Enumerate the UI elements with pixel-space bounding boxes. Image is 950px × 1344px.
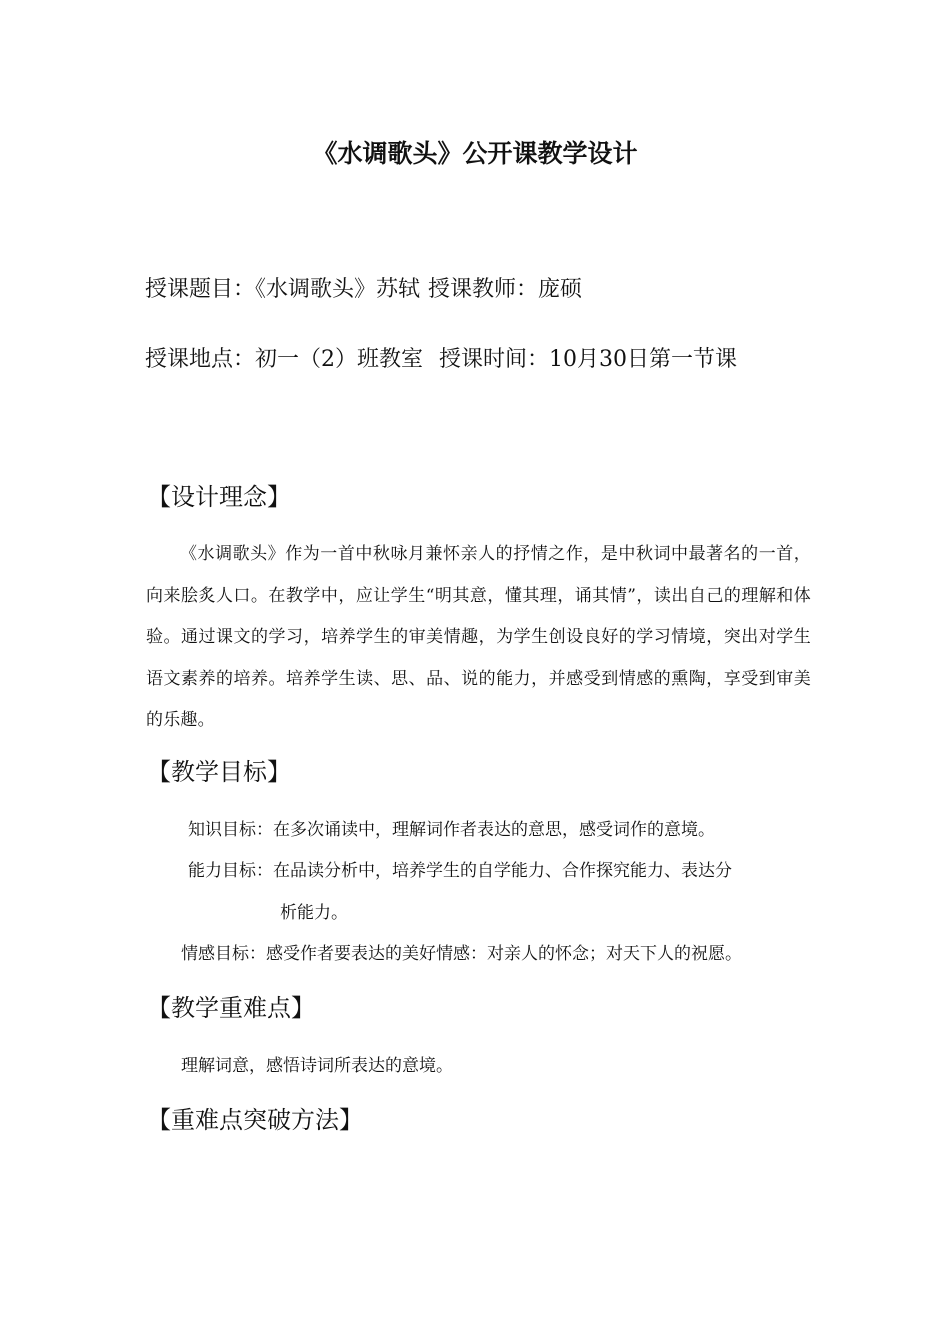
key-points-text: 理解词意，感悟诗词所表达的意境。 [181, 1056, 453, 1076]
time-label: 授课时间： [439, 347, 550, 372]
place-label: 授课地点： [145, 347, 256, 372]
teacher-label: 授课教师： [428, 277, 539, 302]
section-heading-key-points: 【教学重难点】 [147, 994, 315, 1022]
section-heading-teaching-goals: 【教学目标】 [147, 758, 291, 786]
design-concept-paragraph: 《水调歌头》作为一首中秋咏月兼怀亲人的抒情之作，是中秋词中最著名的一首，向来脍炙人口。在教学中，应让学生“明其意，懂其理，诵其情”，读出自己的理解和体验。通过课文的学习，培养学生的审美情趣，为学生创设良好的学习情境，突出对学生语文素养的培养。培养学生读、思、品、说的能力，并感受到情感的熏陶，享受到审美的乐趣。 [146, 544, 811, 730]
section-heading-design-concept: 【设计理念】 [147, 483, 291, 511]
lesson-info-line-2 [145, 342, 737, 373]
page-title: 《水调歌头》公开课教学设计 [312, 139, 638, 168]
section-heading-methods: 【重难点突破方法】 [147, 1106, 363, 1134]
ability-goal-label: 能力目标： [188, 861, 273, 881]
knowledge-goal [188, 815, 715, 840]
subject-value: 《水调歌头》苏轼 [255, 277, 421, 302]
ability-goal [188, 856, 732, 881]
subject-label: 授课题目： [145, 277, 256, 302]
knowledge-goal-label: 知识目标： [188, 820, 273, 840]
ability-goal-continuation: 析能力。 [280, 903, 348, 923]
emotion-goal-text: 感受作者要表达的美好情感：对亲人的怀念；对天下人的祝愿。 [266, 944, 742, 964]
ability-goal-text-line-1: 在品读分析中，培养学生的自学能力、合作探究能力、表达分 [273, 861, 732, 881]
place-value: 初一（2）班教室 [255, 347, 424, 372]
lesson-info-line-1 [145, 272, 582, 303]
time-value: 10月30日第一节课 [549, 347, 738, 372]
emotion-goal-label: 情感目标： [181, 944, 266, 964]
teacher-value: 庞硕 [538, 277, 583, 302]
emotion-goal [181, 939, 742, 964]
knowledge-goal-text: 在多次诵读中，理解词作者表达的意思，感受词作的意境。 [273, 820, 715, 840]
